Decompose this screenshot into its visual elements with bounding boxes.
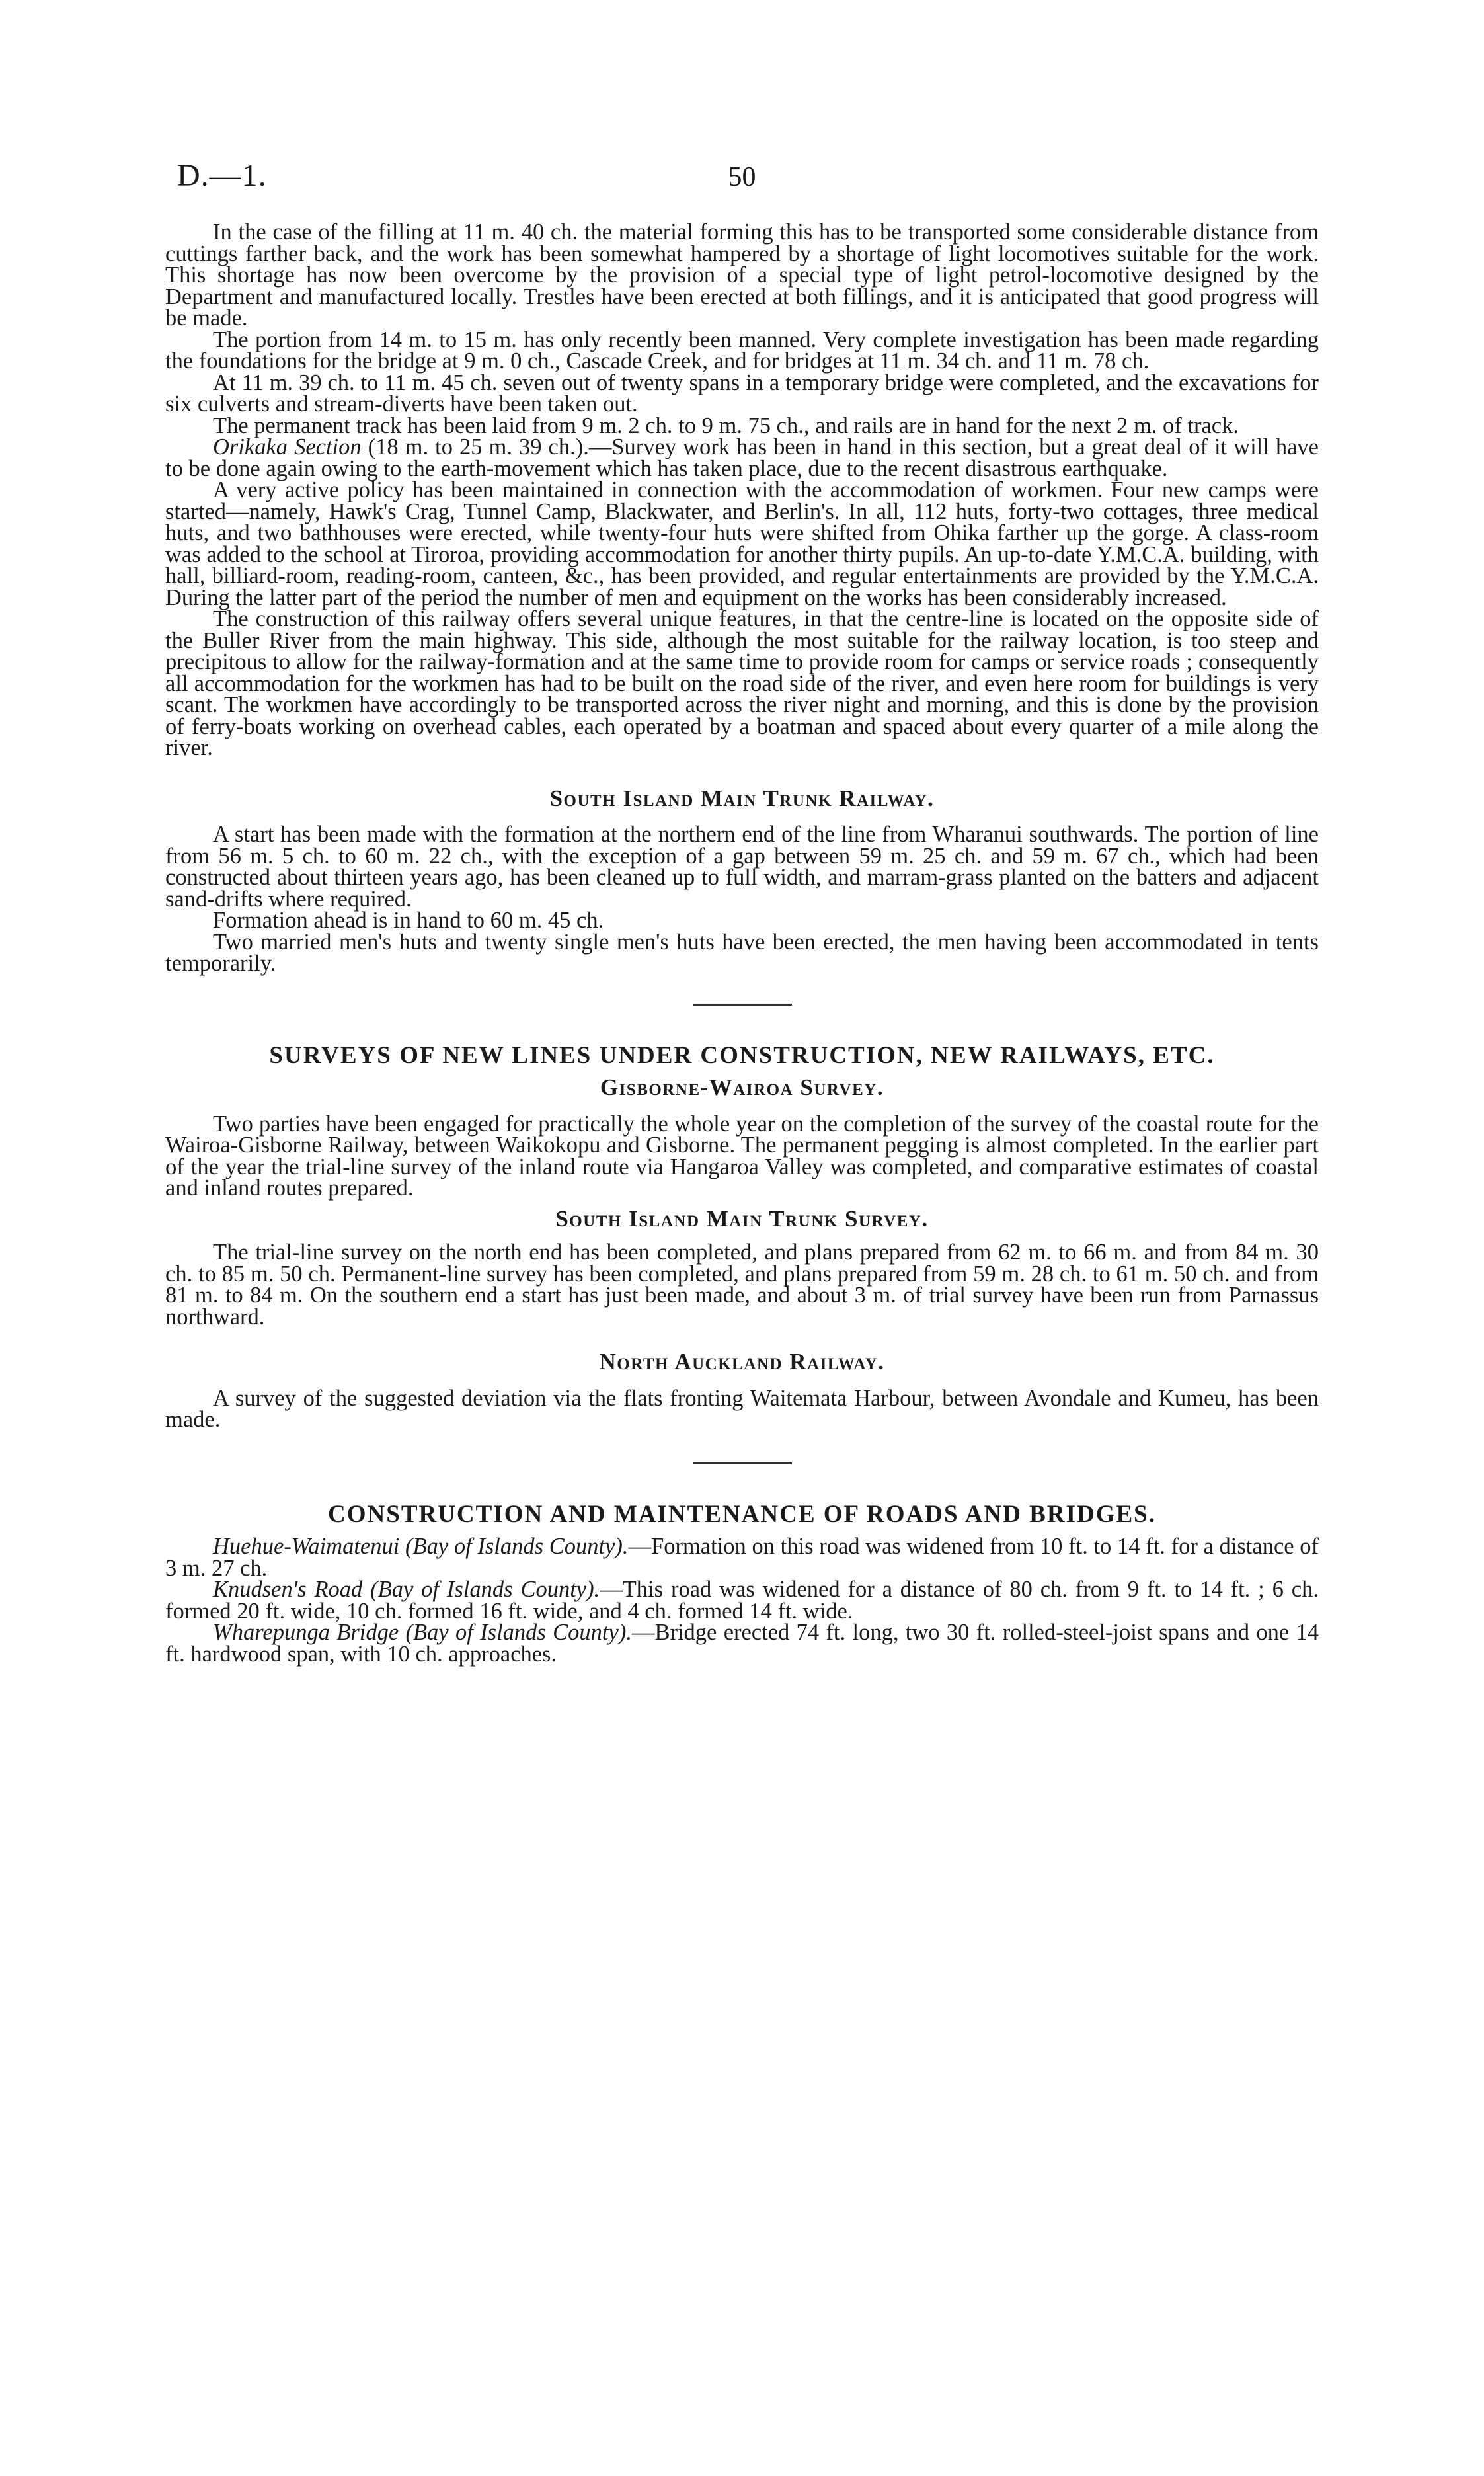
page-number: 50: [728, 162, 756, 192]
paragraph: The construction of this railway offers several unique features, in that the centre-line is located on the opposite side of the Buller River from the main highway. This side, although the most suitable for the railway location, is too steep and precipitous to allow for the railway-formation and at the same time to provide room for camps or service roads ; consequently all accommodation for the workmen has had to be built on the road side of the river, and even here room for buildings is very scant. The workmen have accordingly to be transported across the river night and morning, and this is done by the provision of ferry-boats working on overhead cables, each operated by a boatman and spaced about every quarter of a mile along the river.: [165, 606, 1319, 760]
section-heading: CONSTRUCTION AND MAINTENANCE OF ROADS AND BRIDGES.: [328, 1500, 1156, 1528]
paragraph-title: Orikaka Section: [213, 434, 362, 459]
paragraph-text: —Bridge erected 74 ft. long, two 30 ft. rolled-steel-joist spans and one 14 ft. hardwood span, with 10 ch. approaches.: [165, 1620, 1319, 1667]
paragraph: The portion from 14 m. to 15 m. has only recently been manned. Very complete investigation has been made regarding the foundations for the bridge at 9 m. 0 ch., Cascade Creek, and for bridges at 11 m. 34 ch. and 11 m. 78 ch.: [165, 327, 1319, 374]
subsection-heading: Gisborne-Wairoa Survey.: [600, 1074, 884, 1100]
paragraph-text: —This road was widened for a distance of 80 ch. from 9 ft. to 14 ft. ; 6 ch. formed 20 ft. wide, 10 ch. formed 16 ft. wide, and 4 ch. formed 14 ft. wide.: [165, 1577, 1319, 1624]
section-heading: SURVEYS OF NEW LINES UNDER CONSTRUCTION, NEW RAILWAYS, ETC.: [269, 1041, 1215, 1069]
paragraph: Formation ahead is in hand to 60 m. 45 ch.: [213, 908, 604, 933]
paragraph: [165, 1536, 1319, 1579]
paragraph-title: Wharepunga Bridge (Bay of Islands County).: [213, 1620, 632, 1645]
paragraph: Two married men's huts and twenty single men's huts have been erected, the men having been accommodated in tents temporarily.: [165, 929, 1319, 976]
subsection-heading: North Auckland Railway.: [599, 1349, 885, 1375]
paragraph: [165, 1579, 1319, 1622]
paragraph: In the case of the filling at 11 m. 40 ch. the material forming this has to be transported some considerable distance from cuttings farther back, and the work has been somewhat hampered by a shortage of light locomotives suitable for the work. This shortage has now been overcome by the provision of a special type of light petrol-locomotive designed by the Department and manufactured locally. Trestles have been erected at both fillings, and it is anticipated that good progress will be made.: [165, 220, 1319, 331]
section-heading: South Island Main Trunk Railway.: [549, 785, 935, 811]
paragraph: The trial-line survey on the north end has been completed, and plans prepared from 62 m. to 66 m. and from 84 m. 30 ch. to 85 m. 50 ch. Permanent-line survey has been completed, and plans prepared from 59 m. 28 ch. to 61 m. 50 ch. and from 81 m. to 84 m. On the southern end a start has just been made, and about 3 m. of trial survey have been run from Parnassus northward.: [165, 1240, 1319, 1330]
paragraph: A survey of the suggested deviation via the flats fronting Waitemata Harbour, between Avondale and Kumeu, has been made.: [165, 1385, 1319, 1432]
paragraph: A start has been made with the formation at the northern end of the line from Wharanui southwards. The portion of line from 56 m. 5 ch. to 60 m. 22 ch., with the exception of a gap between 59 m. 25 ch. and 59 m. 67 ch., which had been constructed about thirteen years ago, has been cleaned up to full width, and marram-grass planted on the batters and adjacent sand-drifts where required.: [165, 822, 1319, 912]
paragraph: At 11 m. 39 ch. to 11 m. 45 ch. seven out of twenty spans in a temporary bridge were completed, and the excavations for six culverts and stream-diverts have been taken out.: [165, 370, 1319, 417]
paragraph: A very active policy has been maintained in connection with the accommodation of workmen. Four new camps were started—namely, Hawk's Crag, Tunnel Camp, Blackwater, and Berlin's. In all, 112 huts, forty-two cottages, three medical huts, and two bathhouses were erected, while twenty-four huts were shifted from Ohika farther up the gorge. A class-room was added to the school at Tiroroa, providing accommodation for another thirty pupils. An up-to-date Y.M.C.A. building, with hall, billiard-room, reading-room, canteen, &c., has been provided, and regular entertainments are provided by the Y.M.C.A. During the latter part of the period the number of men and equipment on the works has been considerably increased.: [165, 477, 1319, 610]
page-body: [165, 221, 1319, 1665]
page-header: [165, 157, 1319, 204]
paragraph: Two parties have been engaged for practically the whole year on the completion of the survey of the coastal route for the Wairoa-Gisborne Railway, between Waikokopu and Gisborne. The permanent pegging is almost completed. In the earlier part of the year the trial-line survey of the inland route via Hangaroa Valley was completed, and comparative estimates of coastal and inland routes prepared.: [165, 1111, 1319, 1201]
paragraph: [165, 1622, 1319, 1665]
paragraph-title: Knudsen's Road (Bay of Islands County).: [213, 1577, 600, 1602]
paragraph: [165, 436, 1319, 479]
paragraph: The permanent track has been laid from 9 m. 2 ch. to 9 m. 75 ch., and rails are in hand for the next 2 m. of track.: [213, 413, 1239, 438]
subsection-heading: South Island Main Trunk Survey.: [555, 1205, 929, 1232]
paragraph-text: (18 m. to 25 m. 39 ch.).—Survey work has been in hand in this section, but a great deal of it will have to be done again owing to the earth-movement which has taken place, due to the recent disastrous earthquake.: [165, 434, 1319, 481]
document-reference: D.—1.: [177, 158, 267, 193]
paragraph-text: —Formation on this road was widened from 10 ft. to 14 ft. for a distance of 3 m. 27 ch.: [165, 1534, 1319, 1581]
paragraph-title: Huehue-Waimatenui (Bay of Islands County).: [213, 1534, 629, 1559]
